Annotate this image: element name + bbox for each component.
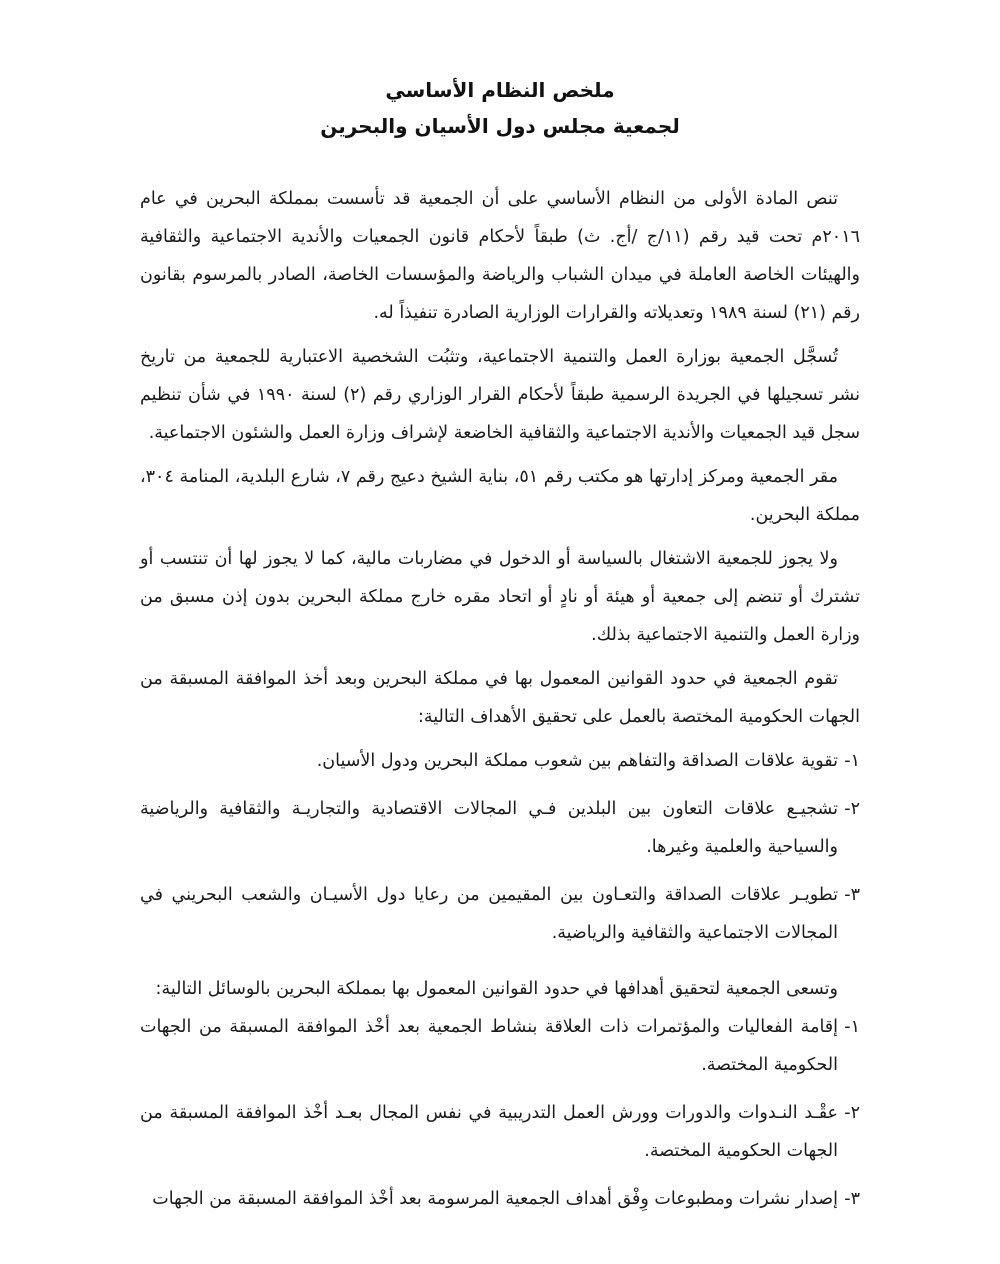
title-line-2: لجمعية مجلس دول الأسيان والبحرين [320,114,680,138]
paragraph-means-intro: وتسعى الجمعية لتحقيق أهدافها في حدود القوانين المعمول بها بمملكة البحرين بالوسائل التالية: [155,979,838,999]
list-item [140,1180,860,1218]
paragraph-restrictions: ولا يجوز للجمعية الاشتغال بالسياسة أو الدخول في مضاربات مالية، كما لا يجوز لها أن تنتسب أو تشترك أو تنضم إلى جمعية أو هيئة أو نادٍ أو اتحاد مقره خارج مملكة البحرين بدون إذن مسبق من وزارة العمل والتنمية الاجتماعية بذلك. [140,549,860,645]
list-item-text: تطويـر علاقات الصداقة والتعـاون بين المقيمين من رعايا دول الأسيـان والشعب البحريني في المجالات الاجتماعية والثقافية والرياضية. [140,885,838,943]
document-body [140,180,860,1228]
list-item-text: إصدار نشرات ومطبوعات وِفْق أهداف الجمعية المرسومة بعد أخْذ الموافقة المسبقة من الجهات [152,1189,838,1209]
list-item-number: ٣- [844,1189,860,1209]
list-item-number: ٢- [844,1103,860,1123]
list-item-text: إقامة الفعاليات والمؤتمرات ذات العلاقة بنشاط الجمعية بعد أخْذ الموافقة المسبقة من الجهات الحكومية المختصة. [140,1017,838,1075]
list-item-number: ١- [844,751,860,771]
list-item [140,790,860,866]
list-item-number: ١- [844,1017,860,1037]
goals-list [140,742,860,952]
means-list [140,1008,860,1218]
list-item-number: ٢- [844,799,860,819]
list-item-text: تقوية علاقات الصداقة والتفاهم بين شعوب مملكة البحرين ودول الأسيان. [316,751,838,771]
list-item [140,1094,860,1170]
document-title [0,72,1000,144]
list-item-text: عقْـد النـدوات والدورات وورش العمل التدريبية في نفس المجال بعـد أخْذ الموافقة المسبقة من الجهات الحكومية المختصة. [140,1103,838,1161]
paragraph-establishment: تنص المادة الأولى من النظام الأساسي على أن الجمعية قد تأسست بمملكة البحرين في عام ٢٠١٦م تحت قيد رقم (١١/ج /أج. ث) طبقاً لأحكام قانون الجمعيات والأندية الاجتماعية والثقافية والهيئات الخاصة العاملة في ميدان الشباب والرياضة والمؤسسات الخاصة، الصادر بالمرسوم بقانون رقم (٢١) لسنة ١٩٨٩ وتعديلاته والقرارات الوزارية الصادرة تنفيذاً له. [140,189,860,323]
paragraph-goals-intro: تقوم الجمعية في حدود القوانين المعمول بها في مملكة البحرين وبعد أخذ الموافقة المسبقة من الجهات الحكومية المختصة بالعمل على تحقيق الأهداف التالية: [140,669,860,727]
paragraph-headquarters: مقر الجمعية ومركز إدارتها هو مكتب رقم ٥١، بناية الشيخ دعيج رقم ٧، شارع البلدية، المنامة ٣٠٤، مملكة البحرين. [140,467,860,525]
list-item-number: ٣- [844,885,860,905]
list-item [140,742,860,780]
paragraph-registration: تُسجَّل الجمعية بوزارة العمل والتنمية الاجتماعية، وتثبُت الشخصية الاعتبارية للجمعية من تاريخ نشر تسجيلها في الجريدة الرسمية طبقاً لأحكام القرار الوزاري رقم (٢) لسنة ١٩٩٠ في شأن تنظيم سجل قيد الجمعيات والأندية الاجتماعية والثقافية الخاضعة لإشراف وزارة العمل والشئون الاجتماعية. [140,347,860,443]
list-item [140,1008,860,1084]
list-item-text: تشجيـع علاقات التعاون بين البلدين فـي المجالات الاقتصادية والتجاريـة والثقافية والرياضية والسياحية والعلمية وغيرها. [140,799,838,857]
list-item [140,876,860,952]
title-line-1: ملخص النظام الأساسي [385,78,615,102]
